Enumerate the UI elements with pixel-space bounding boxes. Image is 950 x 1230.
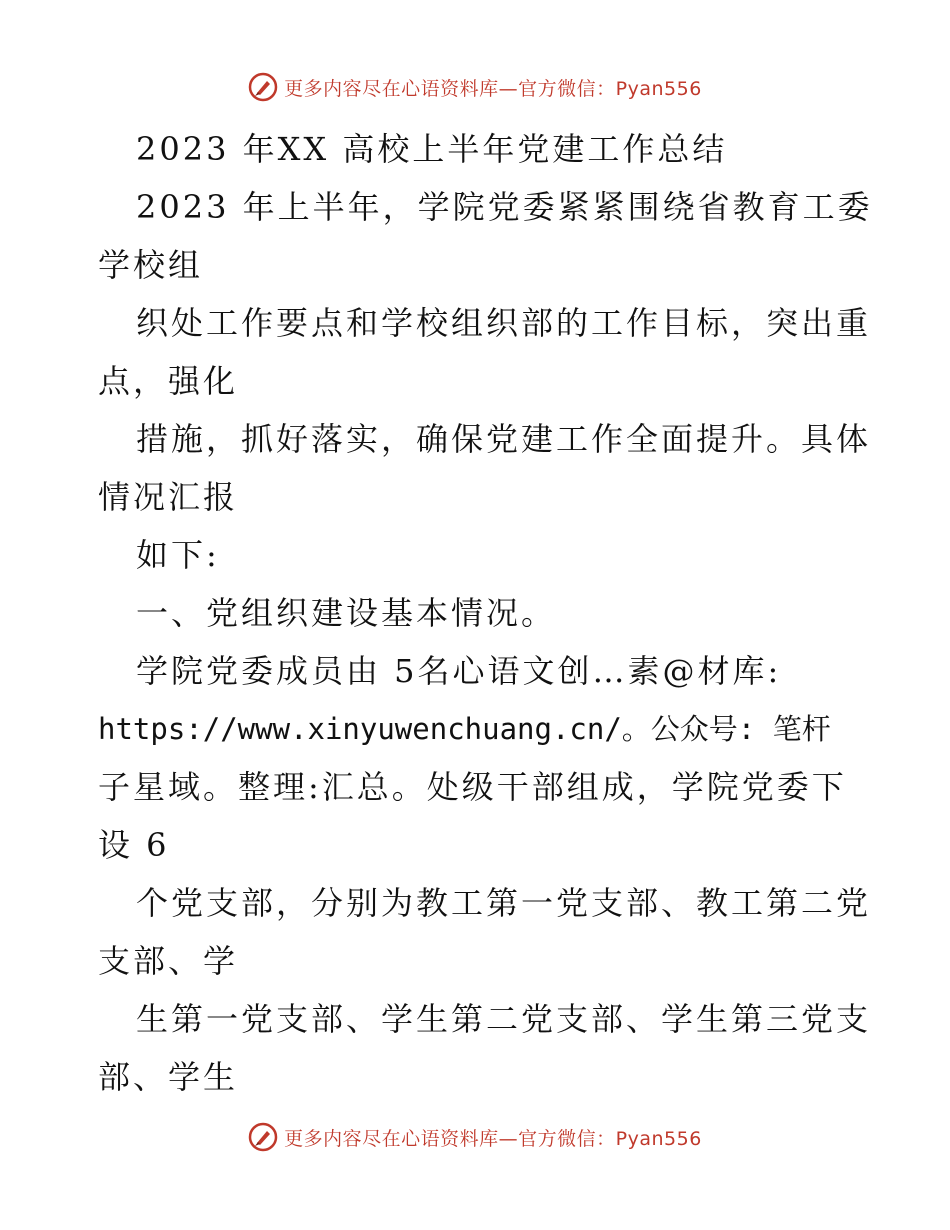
text-line: 学校组: [98, 246, 204, 284]
text-line: 如下:: [136, 536, 220, 574]
document-body: [98, 120, 873, 1106]
text-line: 部、学生: [98, 1058, 239, 1096]
pen-seal-icon: [248, 72, 278, 102]
text-line: 学院党委成员由 5名心语文创…素@材库:: [136, 652, 782, 690]
banner-text: 更多内容尽在心语资料库—官方微信：Pyan556: [284, 77, 702, 100]
text-line: 情况汇报: [98, 478, 239, 516]
text-line: 点，强化: [98, 362, 239, 400]
pen-seal-icon: [248, 1122, 278, 1152]
text-line: https://www.xinyuwenchuang.cn/。公众号: 笔杆: [98, 712, 831, 746]
text-line: 2023 年XX 高校上半年党建工作总结: [136, 130, 728, 168]
text-line: 一、党组织建设基本情况。: [136, 594, 557, 632]
text-line: 支部、学: [98, 942, 239, 980]
footer-banner: [0, 1122, 950, 1152]
text-line: 2023 年上半年，学院党委紧紧围绕省教育工委: [136, 188, 873, 226]
banner-text: 更多内容尽在心语资料库—官方微信：Pyan556: [284, 1127, 702, 1150]
text-line: 生第一党支部、学生第二党支部、学生第三党支: [136, 1000, 872, 1038]
text-line: 个党支部，分别为教工第一党支部、教工第二党: [136, 884, 872, 922]
text-line: 措施，抓好落实，确保党建工作全面提升。具体: [136, 420, 872, 458]
header-banner: [0, 72, 950, 102]
text-line: 子星域。整理:汇总。处级干部组成，学院党委下: [98, 768, 847, 806]
text-line: 织处工作要点和学校组织部的工作目标，突出重: [136, 304, 872, 342]
text-line: 设 6: [98, 826, 170, 864]
